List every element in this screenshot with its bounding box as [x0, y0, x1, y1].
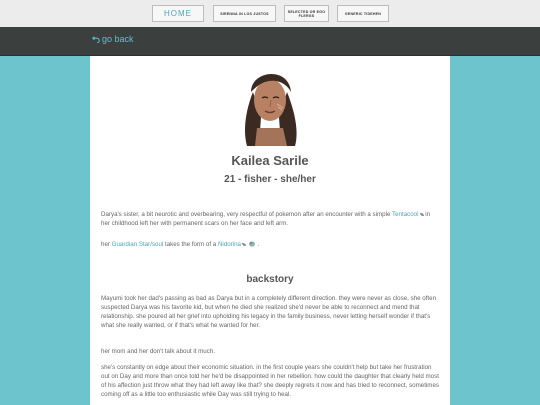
nav-tab-2[interactable]: SIRENNA IN LOS JUSTOS: [213, 5, 276, 22]
nav-tab-4[interactable]: GENERIC TIDEHEN: [337, 5, 389, 22]
backstory-paragraph-3: she's constantly on edge about their economic situation. in the first couple years she couldn't help but take her frustration out on Day and more than once told her he'd be disappointed in her rebellion. how could the daughter that clearly held most of his affection just throw what they had left away like that? she deeply regrets it now and has tried to reconnect, sometimes coming off as a little too enthusiastic while Day was still trying to heal.: [101, 364, 439, 398]
profile-card: [90, 56, 450, 405]
backstory-paragraph-1: Mayumi took her dad's passing as bad as Darya but in a completely different direction. they were never as close, she often suspected Darya was his favorite kid, but when he died she realized she'd never be able to reconnect and mend that relationship. she poured all her grief into upholding his legacy in the family business, never letting herself wonder if that's what she really wanted, or if that's what he wanted for her.: [101, 295, 437, 329]
backstory-heading: backstory: [246, 274, 294, 285]
nav-home-button[interactable]: HOME: [152, 5, 204, 22]
header-bar: [0, 27, 540, 56]
leaf-icon: [242, 243, 246, 246]
character-name: Kailea Sarile: [231, 153, 309, 168]
go-back-label: go back: [102, 34, 134, 44]
top-nav: [0, 0, 540, 28]
tentacool-link[interactable]: Tentacool: [392, 211, 419, 218]
guardian-paragraph: her Guardian Star/soul takes the form of a Nidorina .: [101, 241, 260, 248]
nidorina-sprite-icon: [248, 240, 256, 247]
go-back-link[interactable]: [92, 34, 134, 44]
return-arrow-icon: [92, 35, 100, 43]
guardian-star-link[interactable]: Guardian Star/soul: [111, 241, 164, 248]
intro-paragraph: Darya's sister, a bit neurotic and overbearing, very respectful of pokemon after an encounter with a simple Tentacool in her childhood left her with permanent scars on her face and left arm.: [101, 211, 431, 227]
nav-tab-3[interactable]: SELECTED OR EGO FLERGS: [284, 5, 329, 22]
character-portrait: [231, 62, 309, 146]
backstory-paragraph-2: her mom and her don't talk about it much.: [101, 348, 215, 355]
nidorina-link[interactable]: Nidorina: [217, 241, 241, 248]
character-subtitle: 21 - fisher - she/her: [224, 174, 316, 185]
